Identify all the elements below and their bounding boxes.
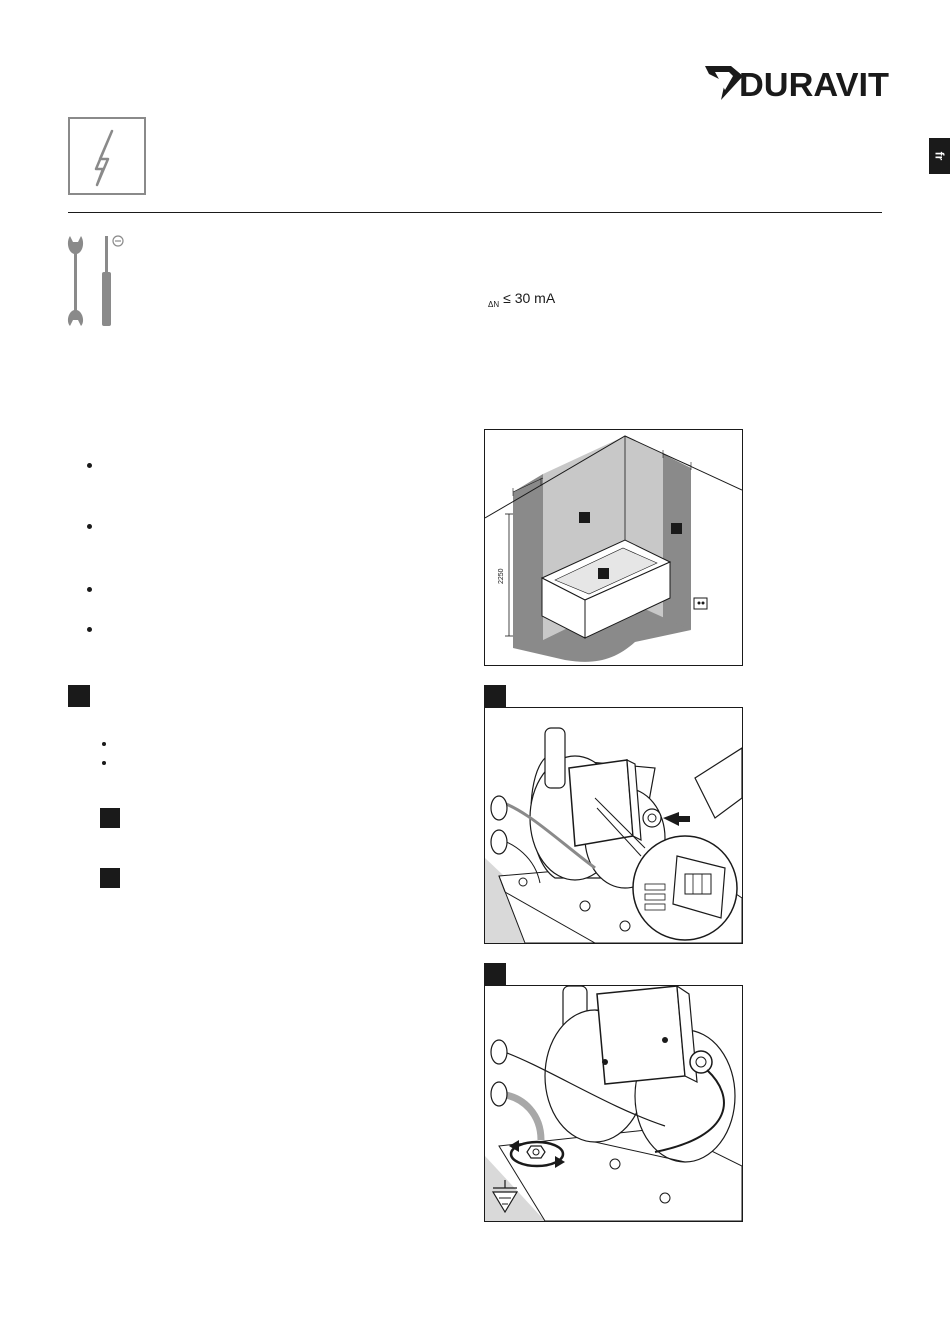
zone-marker <box>579 512 590 523</box>
language-tab-label: fr <box>932 151 947 161</box>
bullet-point <box>87 524 92 529</box>
zone-marker <box>598 568 609 579</box>
bullet-point <box>102 761 106 765</box>
bullet-point <box>87 587 92 592</box>
duravit-logo <box>703 60 891 106</box>
zone-marker <box>671 523 682 534</box>
bullet-point <box>87 463 92 468</box>
electrical-warning-box <box>68 117 146 195</box>
figure-reference-marker <box>100 868 120 888</box>
bullet-point <box>102 742 106 746</box>
bullet-point <box>87 627 92 632</box>
figure-number-marker <box>484 685 506 707</box>
bathroom-zones-figure <box>484 429 743 666</box>
power-socket-icon <box>694 598 707 609</box>
height-dimension-label: 2250 <box>498 568 505 584</box>
language-tab[interactable] <box>929 138 950 174</box>
svg-text:DURAVIT: DURAVIT <box>739 66 889 103</box>
insertion-arrow-icon <box>663 812 690 826</box>
rcd-rating <box>488 290 555 309</box>
earth-connection-figure <box>484 985 743 1222</box>
cable-connection-figure <box>484 707 743 944</box>
protection-zone-right <box>663 454 691 630</box>
rcd-subscript: ΔN <box>488 300 500 309</box>
figure-number-marker <box>484 963 506 985</box>
rcd-value: ≤ 30 mA <box>503 290 556 306</box>
section-divider <box>68 212 882 213</box>
step-marker <box>68 685 90 707</box>
lightning-bolt-icon <box>70 119 144 193</box>
figure-reference-marker <box>100 808 120 828</box>
wrench-and-screwdriver-icon <box>64 232 130 328</box>
